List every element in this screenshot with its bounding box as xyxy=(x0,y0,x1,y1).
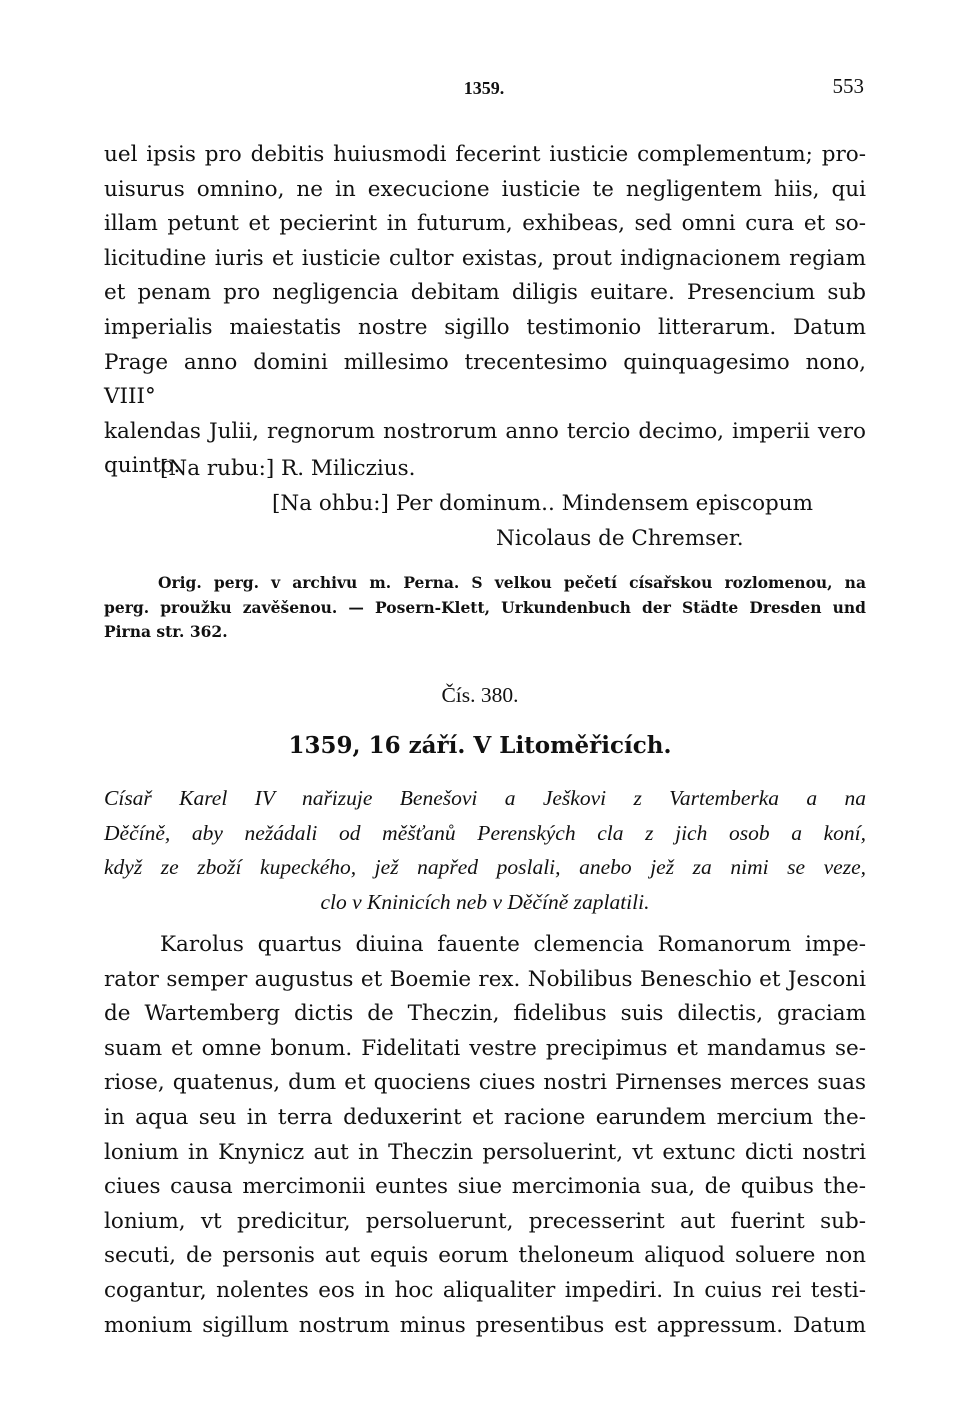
text-line: et penam pro negligencia debitam diligis euitare. Presencium sub xyxy=(104,280,866,306)
text-line: lonium, vt predicitur, persoluerunt, precesserint aut fuerint sub- xyxy=(104,1208,866,1234)
text-line: quinto. xyxy=(104,453,181,479)
regest-summary xyxy=(104,781,866,919)
text-line: uel ipsis pro debitis huiusmodi fecerint iusticie complementum; pro- xyxy=(104,142,866,167)
note-line: Pirna str. 362. xyxy=(104,622,228,641)
text-line: de Wartemberg dictis de Theczin, fidelibus suis dilectis, graciam xyxy=(104,1001,866,1027)
document-number: Čís. 380. xyxy=(441,683,519,707)
text-line: Prage anno domini millesimo trecentesimo quinquagesimo nono, VIII° xyxy=(104,349,866,410)
signature-line-name: Nicolaus de Chremser. xyxy=(496,526,744,551)
text-line: cogantur, nolentes eos in hoc aliqualiter impediri. In cuius rei testi- xyxy=(104,1277,866,1303)
document-date-place: 1359, 16 září. V Litoměřicích. xyxy=(288,732,672,759)
text-line: uisurus omnino, ne in execucione iusticie te negligentem hiis, qui xyxy=(104,176,866,202)
text-line: rator semper augustus et Boemie rex. Nobilibus Beneschio et Jesconi xyxy=(104,966,866,992)
main-document-text xyxy=(104,928,866,1343)
text-line: kalendas Julii, regnorum nostrorum anno tercio decimo, imperii vero xyxy=(104,418,866,444)
regest-line: když ze zboží kupeckého, jež napřed poslali, anebo jež za nimi se veze, xyxy=(104,855,866,880)
signature-line-ohbu: [Na ohbu:] Per dominum.. Mindensem episcopum xyxy=(272,491,814,516)
text-line: monium sigillum nostrum minus presentibus est appressum. Datum xyxy=(104,1312,866,1338)
signature-line-rubu: [Na rubu:] R. Miliczius. xyxy=(160,456,416,481)
text-line: Karolus quartus diuina fauente clemencia Romanorum impe- xyxy=(160,932,866,957)
text-line: illam petunt et pecierint in futurum, exhibeas, sed omni cura et so- xyxy=(104,211,866,237)
text-line: in aqua seu in terra deduxerint et racione earundem mercium the- xyxy=(104,1104,866,1130)
text-line: ciues causa mercimonii euntes siue mercimonia sua, de quibus the- xyxy=(104,1174,866,1200)
text-line: suam et omne bonum. Fidelitati vestre precipimus et mandamus se- xyxy=(104,1035,866,1061)
running-head-year: 1359. xyxy=(463,78,505,98)
previous-document-text xyxy=(104,138,866,484)
note-line: perg. proužku zavěšenou. — Posern-Klett, Urkundenbuch der Städte Dresden und xyxy=(104,597,866,617)
regest-line: Císař Karel IV nařizuje Benešovi a Ješkovi z Vartemberka a na xyxy=(104,786,866,810)
page-number: 553 xyxy=(832,74,864,98)
source-note xyxy=(104,571,866,645)
page-header xyxy=(104,74,864,104)
note-line: Orig. perg. v archivu m. Perna. S velkou pečetí císařskou rozlomenou, na xyxy=(158,573,866,592)
text-line: imperialis maiestatis nostre sigillo testimonio litterarum. Datum xyxy=(104,314,866,340)
text-line: lonium in Knynicz aut in Theczin persoluerint, vt extunc dicti nostri xyxy=(104,1139,866,1165)
text-line: riose, quatenus, dum et quociens ciues nostri Pirnenses merces suas xyxy=(104,1070,866,1096)
text-line: licitudine iuris et iusticie cultor existas, prout indignacionem regiam xyxy=(104,245,866,271)
regest-line: Děčíně, aby nežádali od měšťanů Perenských cla z jich osob a koní, xyxy=(104,820,866,845)
regest-line: clo v Kninicích neb v Děčíně zaplatili. xyxy=(320,889,650,914)
text-line: secuti, de personis aut equis eorum theloneum aliquod soluere non xyxy=(104,1243,866,1269)
